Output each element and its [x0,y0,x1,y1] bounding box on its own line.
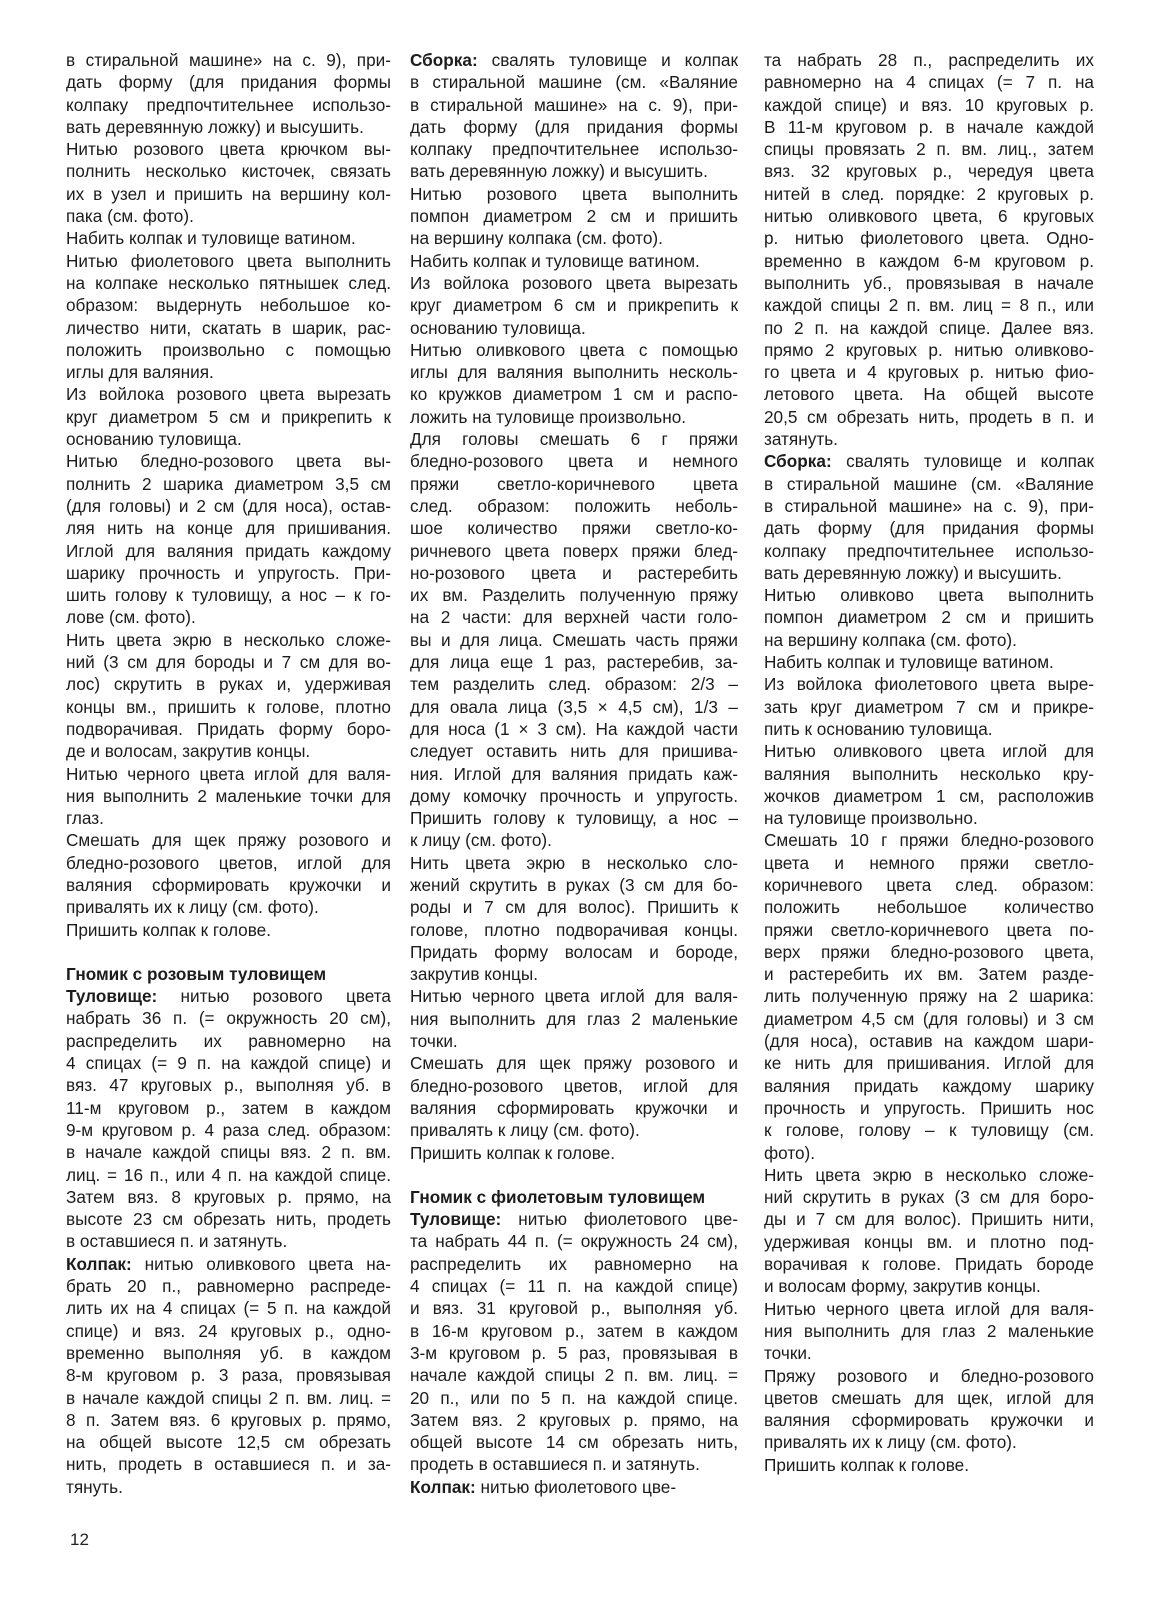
text-line: Нитью черного цвета иглой для валя- [764,1298,1094,1319]
text-line: к голове, голову – к туловищу (см. [764,1120,1094,1141]
paragraph [66,383,391,450]
text-line: удерживая концы вм. и плотно под- [764,1231,1094,1252]
paragraph [410,1142,738,1164]
text-line [66,1253,391,1275]
text-line: диаметром 4,5 см (для головы) и 3 см [764,1008,1094,1029]
text-line: на туловище произвольно. [764,808,978,829]
section-label: Туловище: [410,1209,502,1230]
text-line: шить голову к туловищу, а нос – к го- [66,585,391,606]
text-line: валяния выполнить несколько кру- [764,763,1094,784]
text-line: 20 п., или по 5 п. на каждой спице. [410,1387,738,1408]
text-line: их в узел и пришить на вершину кол- [66,183,391,204]
text-line: Из войлока розового цвета вырезать [66,384,391,405]
text-line-content: свалять туловище и колпак [831,451,1094,472]
text-line: вать деревянную ложку) и высушить. [410,161,708,182]
text-line: колпаку предпочтительнее использо- [66,94,391,115]
paragraph [764,829,1094,1163]
text-line: основанию туловища. [410,317,586,338]
text-line: в стиральной машине» на с. 9), при- [66,50,391,70]
text-line: коричневого цвета след. образом: [764,874,1094,895]
text-line: валяния придать каждому шарику [764,1075,1094,1096]
text-line: иглы для валяния выполнить несколь- [410,362,738,383]
text-line: общей высоте 14 см обрезать нить, [410,1432,738,1453]
section-label: Колпак: [66,1253,132,1274]
text-line: но-розового цвета и растеребить [410,562,738,583]
text-line: круг диаметром 6 см и прикрепить к [410,295,738,316]
paragraph [410,250,738,272]
text-line: р. нитью фиолетового цвета. Одно- [764,228,1094,249]
text-line: ко кружков диаметром 1 см и распо- [410,384,738,405]
text-line: прочность и упругость. Пришить нос [764,1097,1094,1118]
text-line: Нитью фиолетового цвета выполнить [66,250,391,271]
text-line: жений скрутить в руках (3 см для бо- [410,874,738,895]
text-line: Из войлока фиолетового цвета выре- [764,674,1094,695]
text-line: ния выполнить 2 маленькие точки для [66,785,391,806]
text-line: ды и 7 см для волос). Пришить нити, [764,1209,1094,1230]
text-line: лить их на 4 спицах (= 5 п. на каждой [66,1298,391,1319]
text-line: для овала лица (3,5 × 4,5 см), 1/3 – [410,696,738,717]
text-line: колпаку предпочтительнее использо- [410,139,738,160]
paragraph [410,1476,738,1498]
text-line: В 11-м круговом р. в начале каждой [764,116,1094,137]
paragraph [66,919,391,941]
text-line: для носа (1 × 3 см). На каждой части [410,718,738,739]
paragraph [764,673,1094,740]
text-line: (для головы) и 2 см (для носа), остав- [66,495,391,516]
text-line: дать форму (для придания формы [410,116,738,137]
text-line: Затем вяз. 8 круговых р. прямо, на [66,1186,391,1207]
text-line: ляя нить на конце для пришивания. [66,518,391,539]
text-line: помпон диаметром 2 см и пришить [410,206,738,227]
text-line: шое количество пряжи светло-ко- [410,518,738,539]
section-heading: Гномик с фиолетовым туловищем [410,1186,706,1207]
text-line: бледно-розового цветов, иглой для [410,1075,738,1096]
paragraph [66,250,391,384]
text-line: фото). [764,1142,816,1163]
text-line: на 2 части: для верхней части голо- [410,607,738,628]
text-line: привалять к лицу (см. фото). [410,1120,640,1141]
paragraph [410,428,738,852]
text-line: ворачивая к голове. Придать бороде [764,1254,1094,1275]
text-line: вать деревянную ложку) и высушить. [66,116,364,137]
text-line: пака (см. фото). [66,206,194,227]
text-line: высоте 23 см обрезать нить, продеть [66,1209,391,1230]
text-line: распределить их равномерно на [410,1253,738,1274]
text-line: на вершину колпака (см. фото). [764,629,1017,650]
text-line: глаз. [66,808,104,829]
text-line: нитей в след. порядке: 2 круговых р. [764,183,1094,204]
text-line: набрать 36 п. (= окружность 20 см), [66,1008,391,1029]
text-line: де и волосам, закрутив концы. [66,741,311,762]
paragraph [66,138,391,227]
text-line: лиц. = 16 п., или 4 п. на каждой спице. [66,1164,391,1185]
text-line: концы вм., пришить к голове, плотно [66,696,391,717]
text-line: основанию туловища. [66,429,242,450]
text-line: валяния сформировать кружочки и [764,1410,1094,1431]
text-line: начале каждой спицы 2 п. вм. лиц. = [410,1365,738,1386]
section-label: Колпак: [410,1476,476,1497]
text-line: ний скрутить в руках (3 см для боро- [764,1187,1094,1208]
text-line: цвета и немного пряжи светло- [764,852,1094,873]
text-line: привалять их к лицу (см. фото). [66,897,319,918]
text-line: Смешать для щек пряжу розового и [66,830,391,851]
text-line: Нитью розового цвета крючком вы- [66,139,391,160]
text-line: выполнить уб., провязывая в начале [764,272,1094,293]
paragraph [410,339,738,428]
text-line: Для головы смешать 6 г пряжи [410,429,738,450]
text-line: временно в каждом 6-м круговом р. [764,250,1094,271]
text-line: Нитью оливкового цвета иглой для [764,741,1094,762]
paragraph [410,272,738,339]
paragraph [764,1298,1094,1365]
text-line-content: нитью оливкового цвета на- [131,1253,391,1274]
text-line: дать форму (для придания формы [66,72,391,93]
text-column-2 [410,49,738,1498]
text-line: к лицу (см. фото). [410,830,552,851]
text-line: в стиральной машине (см. «Валяние [410,72,738,93]
paragraph [66,985,391,1253]
text-line: валяния сформировать кружочки и [410,1097,738,1118]
text-line: в стиральной машине (см. «Валяние [764,473,1094,494]
paragraph [66,227,391,249]
text-line: их вм. Разделить полученную пряжу [410,585,738,606]
text-line: в стиральной машине» на с. 9), при- [764,495,1094,516]
text-line: Из войлока розового цвета вырезать [410,272,738,293]
section-label: Сборка: [410,50,478,70]
text-line: 8 п. Затем вяз. 6 круговых р. прямо, [66,1409,391,1430]
text-line: лос) скрутить в руках и, удерживая [66,674,391,695]
text-line: привалять их к лицу (см. фото). [764,1432,1017,1453]
paragraph [410,183,738,250]
text-line [410,1476,738,1498]
text-line: тянуть. [66,1476,123,1497]
text-line: цветов смешать для щек, иглой для [764,1387,1094,1408]
text-line: на колпаке несколько пятнышек след. [66,272,391,293]
text-line: временно выполняя уб. в каждом [66,1342,391,1363]
text-column-3 [764,49,1094,1476]
text-line-content: нитью розового цвета [157,986,391,1007]
text-line: та набрать 44 п. (= окружность 24 см), [410,1231,738,1252]
text-line [410,1208,738,1230]
text-line: нитью оливкового цвета, 6 круговых [764,206,1094,227]
text-line: 3-м круговом р. 5 раз, провязывая в [410,1342,738,1363]
text-column-1 [66,49,391,1498]
text-line: ложить на туловище произвольно. [410,406,687,427]
text-line: Пряжу розового и бледно-розового [764,1365,1094,1386]
text-line: зать круг диаметром 7 см и прикре- [764,696,1094,717]
text-line: верх пряжи бледно-розового цвета, [764,941,1094,962]
text-line-content: нитью фиолетового цве- [501,1209,738,1230]
text-line: полнить 2 шарика диаметром 3,5 см [66,473,391,494]
text-line: ричневого цвета поверх пряжи блед- [410,540,738,561]
text-line: пряжи светло-коричневого цвета [410,473,738,494]
text-line: шарику прочность и упругость. При- [66,562,391,583]
text-line: го цвета и 4 круговых р. нитью фио- [764,362,1094,383]
text-line: валяния сформировать кружочки и [66,874,391,895]
text-line: тем разделить след. образом: 2/3 – [410,674,738,695]
text-line [764,450,1094,472]
text-line: и волосам форму, закрутив концы. [764,1276,1041,1297]
text-line-content: свалять туловище и колпак [477,50,738,70]
text-line: та набрать 28 п., распределить их [764,50,1094,70]
text-line: Набить колпак и туловище ватином. [764,652,1054,673]
paragraph [410,1208,738,1476]
section-heading: Гномик с розовым туловищем [66,963,327,984]
paragraph [66,629,391,763]
text-line: распределить их равномерно на [66,1030,391,1051]
text-line: вать деревянную ложку) и высушить. [764,562,1062,583]
text-line: дать форму (для придания формы [764,518,1094,539]
text-line: 9-м круговом р. 4 раза след. образом: [66,1119,391,1140]
text-line: Пришить голову к туловищу, а нос – [410,808,738,829]
text-line: (для носа), оставив на каждом шари- [764,1031,1094,1052]
text-line: точки. [764,1343,812,1364]
text-line: Набить колпак и туловище ватином. [410,250,700,271]
text-line [410,49,738,71]
text-line: Пришить колпак к голове. [66,919,272,940]
text-line: пряжи светло-коричневого цвета по- [764,919,1094,940]
text-line: Придать форму волосам и бороде, [410,941,738,962]
paragraph [764,1365,1094,1454]
text-line-content: нитью фиолетового цве- [475,1476,677,1497]
text-line: 8-м круговом р. 3 раза, провязывая [66,1365,391,1386]
text-line: Нить цвета экрю в несколько сложе- [764,1164,1094,1185]
paragraph [66,1253,391,1498]
text-line: точки. [410,1031,458,1052]
text-line: нить, продеть в оставшиеся п. и за- [66,1454,391,1475]
text-line: в оставшиеся п. и затянуть. [66,1231,288,1252]
text-line: Пришить колпак к голове. [764,1454,970,1475]
text-line: лове (см. фото). [66,607,196,628]
text-line: 20,5 см обрезать нить, продеть в п. и [764,406,1094,427]
paragraph [764,1164,1094,1298]
text-line: 11-м круговом р., затем в каждом [66,1097,391,1118]
text-line: 4 спицах (= 11 п. на каждой спице) [410,1276,738,1297]
text-line: жочков диаметром 1 см, расположив [764,785,1094,806]
text-line: бледно-розового цветов, иглой для [66,852,391,873]
text-line: Нитью бледно-розового цвета вы- [66,451,391,472]
text-line: полнить несколько кисточек, связать [66,161,391,182]
text-line: вы и для лица. Смешать часть пряжи [410,629,738,650]
text-line: Нитью черного цвета иглой для валя- [66,763,391,784]
text-line: положить произвольно с помощью [66,339,391,360]
text-line: Нить цвета экрю в несколько сложе- [66,629,391,650]
paragraph [764,450,1094,584]
paragraph [410,49,738,183]
paragraph [66,763,391,830]
paragraph [410,985,738,1052]
text-line: затянуть. [764,429,838,450]
text-line: помпон диаметром 2 см и пришить [764,607,1094,628]
text-line: брать 20 п., равномерно распреде- [66,1276,391,1297]
text-line: Пришить колпак к голове. [410,1142,616,1163]
paragraph [764,651,1094,673]
paragraph [410,1052,738,1141]
text-line: Нитью оливкового цвета с помощью [410,339,738,360]
page-number: 12 [70,1530,89,1549]
text-line: ке нить для пришивания. Иглой для [764,1053,1094,1074]
paragraph [66,450,391,628]
text-line: в начале каждой спицы 2 п. вм. лиц. = [66,1387,391,1408]
paragraph [410,852,738,986]
text-line: и растеребить их вм. Затем разде- [764,964,1094,985]
text-line: подворачивая. Придать форму боро- [66,718,391,739]
text-line: на вершину колпака (см. фото). [410,228,663,249]
text-line: вяз. 32 круговых р., чередуя цвета [764,161,1094,182]
text-line: дому комочку прочность и упругость. [410,785,738,806]
text-line: прямо 2 круговых р. нитью оливково- [764,339,1094,360]
text-line: Затем вяз. 2 круговых р. прямо, на [410,1409,738,1430]
text-line: Набить колпак и туловище ватином. [66,228,356,249]
text-line: ния выполнить для глаз 2 маленькие [764,1320,1094,1341]
text-line: каждой спицы 2 п. вм. лиц = 8 п., или [764,295,1094,316]
text-line: след. образом: положить неболь- [410,495,738,516]
paragraph [66,49,391,138]
text-line: круг диаметром 5 см и прикрепить к [66,406,391,427]
text-line: Нить цвета экрю в несколько сло- [410,852,738,873]
text-line: Иглой для валяния придать каждому [66,540,391,561]
text-line: ния. Иглой для валяния придать каж- [410,763,738,784]
text-line: иглы для валяния. [66,362,214,383]
text-line: ний (3 см для бороды и 7 см для во- [66,652,391,673]
section-label: Сборка: [764,451,832,472]
paragraph [764,584,1094,651]
text-line: следует оставить нить для пришива- [410,741,738,762]
text-line [66,985,391,1007]
text-line: образом: выдернуть небольшое ко- [66,295,391,316]
text-line: ния выполнить для глаз 2 маленькие [410,1008,738,1029]
text-line: закрутив концы. [410,964,539,985]
text-line: пить к основанию туловища. [764,718,993,739]
text-line: по 2 п. на каждой спице. Далее вяз. [764,317,1094,338]
text-line: в стиральной машине» на с. 9), при- [410,94,738,115]
text-line: личество нити, скатать в шарик, рас- [66,317,391,338]
paragraph [764,1454,1094,1476]
paragraph [764,740,1094,829]
text-line: голове, плотно подворачивая концы. [410,919,738,940]
section-label: Туловище: [66,986,158,1007]
text-line: Нитью розового цвета выполнить [410,183,738,204]
text-line: вяз. 47 круговых р., выполняя уб. в [66,1075,391,1096]
paragraph [66,829,391,918]
text-line: положить небольшое количество [764,897,1094,918]
text-line: летового цвета. На общей высоте [764,384,1094,405]
text-line: роды и 7 см для волос). Пришить к [410,897,738,918]
text-line: каждой спице) и вяз. 10 круговых р. [764,94,1094,115]
text-line: Смешать 10 г пряжи бледно-розового [764,830,1094,851]
text-line: спицы провязать 2 п. вм. лиц., затем [764,139,1094,160]
text-line: бледно-розового цвета и немного [410,451,738,472]
paragraph [764,49,1094,450]
text-line: лить полученную пряжу на 2 шарика: [764,986,1094,1007]
text-line: спице) и вяз. 24 круговых р., одно- [66,1320,391,1341]
text-line: равномерно на 4 спицах (= 7 п. на [764,72,1094,93]
text-line: 4 спицах (= 9 п. на каждой спице) и [66,1053,391,1074]
text-line: и вяз. 31 круговой р., выполняя уб. [410,1298,738,1319]
text-line: в 16-м круговом р., затем в каждом [410,1320,738,1341]
text-line: в начале каждой спицы вяз. 2 п. вм. [66,1142,391,1163]
text-line: Нитью оливково цвета выполнить [764,585,1094,606]
text-line: на общей высоте 12,5 см обрезать [66,1432,391,1453]
text-line: Смешать для щек пряжу розового и [410,1053,738,1074]
text-line: Нитью черного цвета иглой для валя- [410,986,738,1007]
text-line: колпаку предпочтительнее использо- [764,540,1094,561]
text-line: продеть в оставшиеся п. и затянуть. [410,1454,700,1475]
text-line: для лица еще 1 раз, растеребив, за- [410,652,738,673]
